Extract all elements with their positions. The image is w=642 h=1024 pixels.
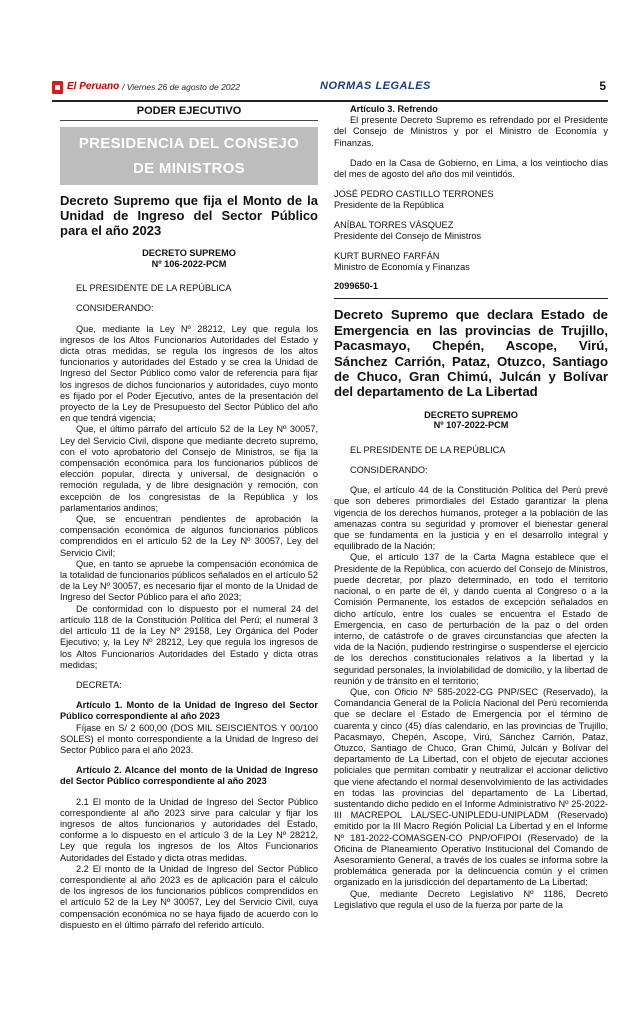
considering-label: CONSIDERANDO: <box>76 303 154 314</box>
paragraph: Que, en tanto se apruebe la compensación económica de la totalidad de funcionarios públicos señalados en el artículo 52 de la Ley Nº 30057, es necesario fijar el monto de la Unidad de Ingreso del Sector Público para el año 2023; <box>60 558 318 603</box>
paragraph: Que, el último párrafo del artículo 52 de la Ley Nº 30057, Ley del Servicio Civil, dispone que mediante decreto supremo, con el voto aprobatorio del Consejo de Ministros, se fija la compensación económica para los funcionarios públicos de elección popular, directa y universal, de designación o remoción regulada, y de libre designación y remoción, con excepción de los congresistas de la República y los parlamentarios andinos; <box>60 424 318 513</box>
signatory-2-role: Presidente del Consejo de Ministros <box>334 231 482 242</box>
paragraph: Que, el artículo 44 de la Constitución Política del Perú prevé que son deberes primordiales del Estado garantizar la plena vigencia de los derechos humanos, proteger a la población de las amenazas contra su seguridad y promover el bienestar general que se fundamenta en la justicia y en el desarrollo integral y equilibrado de la Nación; <box>334 485 608 552</box>
considering-label-2: CONSIDERANDO: <box>350 465 428 476</box>
header-section: NORMAS LEGALES <box>320 80 431 92</box>
publication-code: 2099650-1 <box>334 281 378 292</box>
signatory-1-name: JOSÉ PEDRO CASTILLO TERRONES <box>334 189 494 200</box>
section-power: PODER EJECUTIVO <box>60 104 318 121</box>
right-column <box>334 104 608 911</box>
decree-title: Decreto Supremo que fija el Monto de la Unidad de Ingreso del Sector Público para el año 2023 <box>60 193 318 239</box>
signatory-2-name: ANÍBAL TORRES VÁSQUEZ <box>334 220 454 231</box>
president-line: EL PRESIDENTE DE LA REPÚBLICA <box>76 283 232 294</box>
header-date: / Viernes 26 de agosto de 2022 <box>122 82 240 92</box>
el-peruano-logo <box>52 81 63 94</box>
article-1-title: Artículo 1. Monto de la Unidad de Ingreso del Sector Público correspondiente al año 2023 <box>60 700 318 722</box>
divider <box>334 298 608 299</box>
article-2-2: 2.2 El monto de la Unidad de Ingreso del Sector Público correspondiente al año 2023 es de aplicación para el cálculo de los ingresos de los funcionarios públicos comprendidos en el artículo 52 de la Ley Nº 30057, Ley del Servicio Civil, cuya compensación económica no se haya fijado de acuerdo con lo dispuesto en el último párrafo del referido artículo. <box>60 863 318 930</box>
given-line: Dado en la Casa de Gobierno, en Lima, a los veintiocho días del mes de agosto del año dos mil veintidós. <box>334 157 608 180</box>
left-column <box>60 104 318 931</box>
article-2-title: Artículo 2. Alcance del monto de la Unidad de Ingreso del Sector Público correspondiente al año 2023 <box>60 765 318 787</box>
ministry-line-2: DE MINISTROS <box>133 160 245 178</box>
ministry-line-1: PRESIDENCIA DEL CONSEJO <box>78 135 300 153</box>
signatory-1-role: Presidente de la República <box>334 200 444 211</box>
ministry-banner <box>60 127 318 185</box>
signatory-3-role: Ministro de Economía y Finanzas <box>334 262 470 273</box>
decree-label: DECRETO SUPREMO <box>142 248 236 259</box>
decree-number-2: Nº 107-2022-PCM <box>433 420 509 431</box>
page-header <box>52 78 608 102</box>
decreta-label: DECRETA: <box>76 679 122 690</box>
paragraph: Que, mediante la Ley Nº 28212, Ley que regula los ingresos de los Altos Funcionarios Autoridades del Estado y dicta otras medidas, se regula los ingresos de los altos funcionarios y autoridades del Estado y se crea la Unidad de Ingreso del Sector Público como valor de referencia para fijar los ingresos de dichos funcionarios y autoridades, cuyo monto es fijado por el Poder Ejecutivo, antes de la presentación del proyecto de la Ley de Presupuesto del Sector Público del año en que tendrá vigencia; <box>60 323 318 424</box>
paragraph: Que, el artículo 137 de la Carta Magna establece que el Presidente de la República, con acuerdo del Consejo de Ministros, puede decretar, por plazo determinado, en todo el territorio nacional, o en parte de él, y dando cuenta al Congreso o a la Comisión Permanente, los estados de excepción señalados en dicho artículo, entre los cuales se encuentra el Estado de Emergencia, en caso de perturbación de la paz o del orden interno, de catástrofe o de graves circunstancias que afecten la vida de la Nación, pudiendo restringirse o suspenderse el ejercicio de los derechos constitucionales relativos a la libertad y la seguridad personales, la inviolabilidad de domicilio, y la libertad de reunión y de tránsito en el territorio; <box>334 552 608 686</box>
president-line-2: EL PRESIDENTE DE LA REPÚBLICA <box>350 444 506 455</box>
paragraph: Que, mediante Decreto Legislativo Nº 1186, Decreto Legislativo que regula el uso de la fuerza por parte de la <box>334 888 608 910</box>
article-3-text: El presente Decreto Supremo es refrendado por el Presidente del Consejo de Ministros y por el Ministro de Economía y Finanzas. <box>334 115 608 148</box>
paragraph: Que, con Oficio Nº 585-2022-CG PNP/SEC (Reservado), la Comandancia General de la Policía Nacional del Perú recomienda que se declare el Estado de Emergencia por el término de cuarenta y cinco (45) días calendario, en las provincias de Trujillo, Pacasmayo, Chepén, Ascope, Virú, Sánchez Carrión, Pataz, Otuzco, Santiago de Chuco, Gran Chimú, Julcán y Bolívar del departamento de La Libertad, con el objeto de ejecutar acciones policiales que permitan combatir y neutralizar el accionar delictivo que viene afectando el normal desenvolvimiento de las actividades en todas las provincias del departamento de La Libertad, sustentando dicho pedido en el Informe Administrativo Nº 25-2022-III MACREPOL LAL/SEC-UNIPLEDU-UNIPLADM (Reservado) emitido por la III Macro Región Policial La Libertad y en el Informe Nº 181-2022-COMASGEN-CO PNP/OFIPOI (Reservado) de la Oficina de Planeamiento Operativo Institucional del Comando de Asesoramiento General, a través de los cuales se informa sobre la problemática generada por la delincuencia común y el crimen organizado en la jurisdicción del departamento de La Libertad; <box>334 686 608 888</box>
decree-header-2 <box>334 410 608 431</box>
decree-number: Nº 106-2022-PCM <box>151 258 227 269</box>
decree-header <box>60 248 318 269</box>
article-1-text: Fíjase en S/ 2 600,00 (DOS MIL SEISCIENTOS Y 00/100 SOLES) el monto correspondiente a la Unidad de Ingreso del Sector Público para el año 2023. <box>60 722 318 755</box>
header-paper-name: El Peruano <box>67 81 120 92</box>
article-2-1: 2.1 El monto de la Unidad de Ingreso del Sector Público correspondiente al año 2023 sirve para calcular y fijar los ingresos de altos funcionarios y autoridades del Estado, conforme a lo dispuesto en el artículo 3 de la Ley Nº 28212, Ley que regula los ingresos de los Altos Funcionarios Autoridades del Estado y dicta otras medidas. <box>60 796 318 863</box>
header-page-number: 5 <box>599 79 606 93</box>
paragraph: De conformidad con lo dispuesto por el numeral 24 del artículo 118 de la Constitución Política del Perú; el numeral 3 del artículo 11 de la Ley Nº 29158, Ley Orgánica del Poder Ejecutivo; y, la Ley Nº 28212, Ley que regula los ingresos de los Altos Funcionarios Autoridades del Estado y dicta otras medidas; <box>60 603 318 670</box>
decree-label-2: DECRETO SUPREMO <box>424 409 518 420</box>
paragraph: Que, se encuentran pendientes de aprobación la compensación económica de algunos funcionarios públicos comprendidos en el artículo 52 de la Ley Nº 30057, Ley del Servicio Civil; <box>60 514 318 558</box>
signatory-3-name: KURT BURNEO FARFÁN <box>334 251 440 262</box>
article-3-title: Artículo 3. Refrendo <box>350 104 438 114</box>
decree-title-2: Decreto Supremo que declara Estado de Emergencia en las provincias de Trujillo, Pacasmayo, Chepén, Ascope, Virú, Sánchez Carrión, Pataz, Otuzco, Santiago de Chuco, Gran Chimú, Julcán y Bolívar del departamento de La Libertad <box>334 307 608 400</box>
